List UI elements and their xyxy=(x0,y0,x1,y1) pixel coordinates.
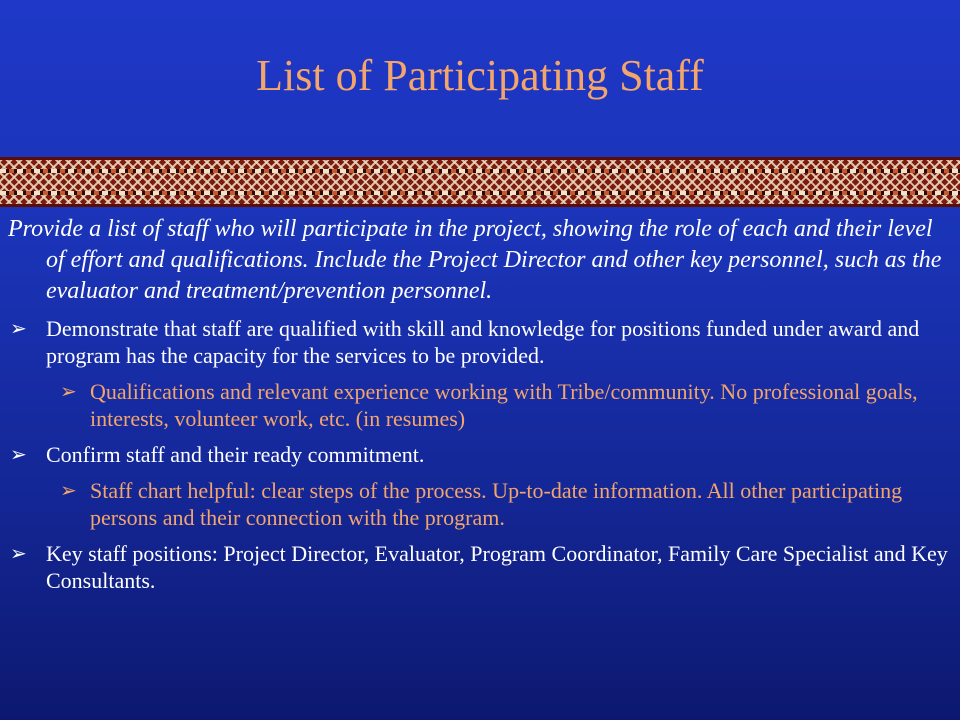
sub-bullet-item-2 xyxy=(8,477,954,531)
bullet-text: Confirm staff and their ready commitment. xyxy=(46,442,425,467)
sub-bullet-text: Staff chart helpful: clear steps of the process. Up-to-date information. All other participating persons and their connection with the program. xyxy=(90,478,903,530)
arrow-bullet-icon: ➢ xyxy=(10,442,27,466)
bullet-item-3 xyxy=(8,540,954,594)
arrow-bullet-icon: ➢ xyxy=(10,316,27,340)
arrow-bullet-icon: ➢ xyxy=(60,379,77,403)
bullet-text: Key staff positions: Project Director, Evaluator, Program Coordinator, Family Care Specialist and Key Consultants. xyxy=(46,541,948,593)
slide-body xyxy=(8,214,954,603)
bullet-text: Demonstrate that staff are qualified with skill and knowledge for positions funded under award and program has the capacity for the services to be provided. xyxy=(46,316,920,368)
bullet-item-1 xyxy=(8,315,954,369)
slide-title: List of Participating Staff xyxy=(256,51,704,100)
arrow-bullet-icon: ➢ xyxy=(10,541,27,565)
band-stripe-top xyxy=(0,169,960,173)
woven-pattern-band xyxy=(0,157,960,207)
intro-paragraph: Provide a list of staff who will participate in the project, showing the role of each and their level of effort and qualifications. Include the Project Director and other key personnel, such as the evaluator and treatment/prevention personnel. xyxy=(8,216,942,304)
sub-bullet-text: Qualifications and relevant experience working with Tribe/community. No professional goals, interests, volunteer work, etc. (in resumes) xyxy=(90,379,918,431)
band-stripe-bottom xyxy=(0,191,960,195)
bullet-item-2 xyxy=(8,441,954,468)
arrow-bullet-icon: ➢ xyxy=(60,478,77,502)
sub-bullet-item-1 xyxy=(8,378,954,432)
